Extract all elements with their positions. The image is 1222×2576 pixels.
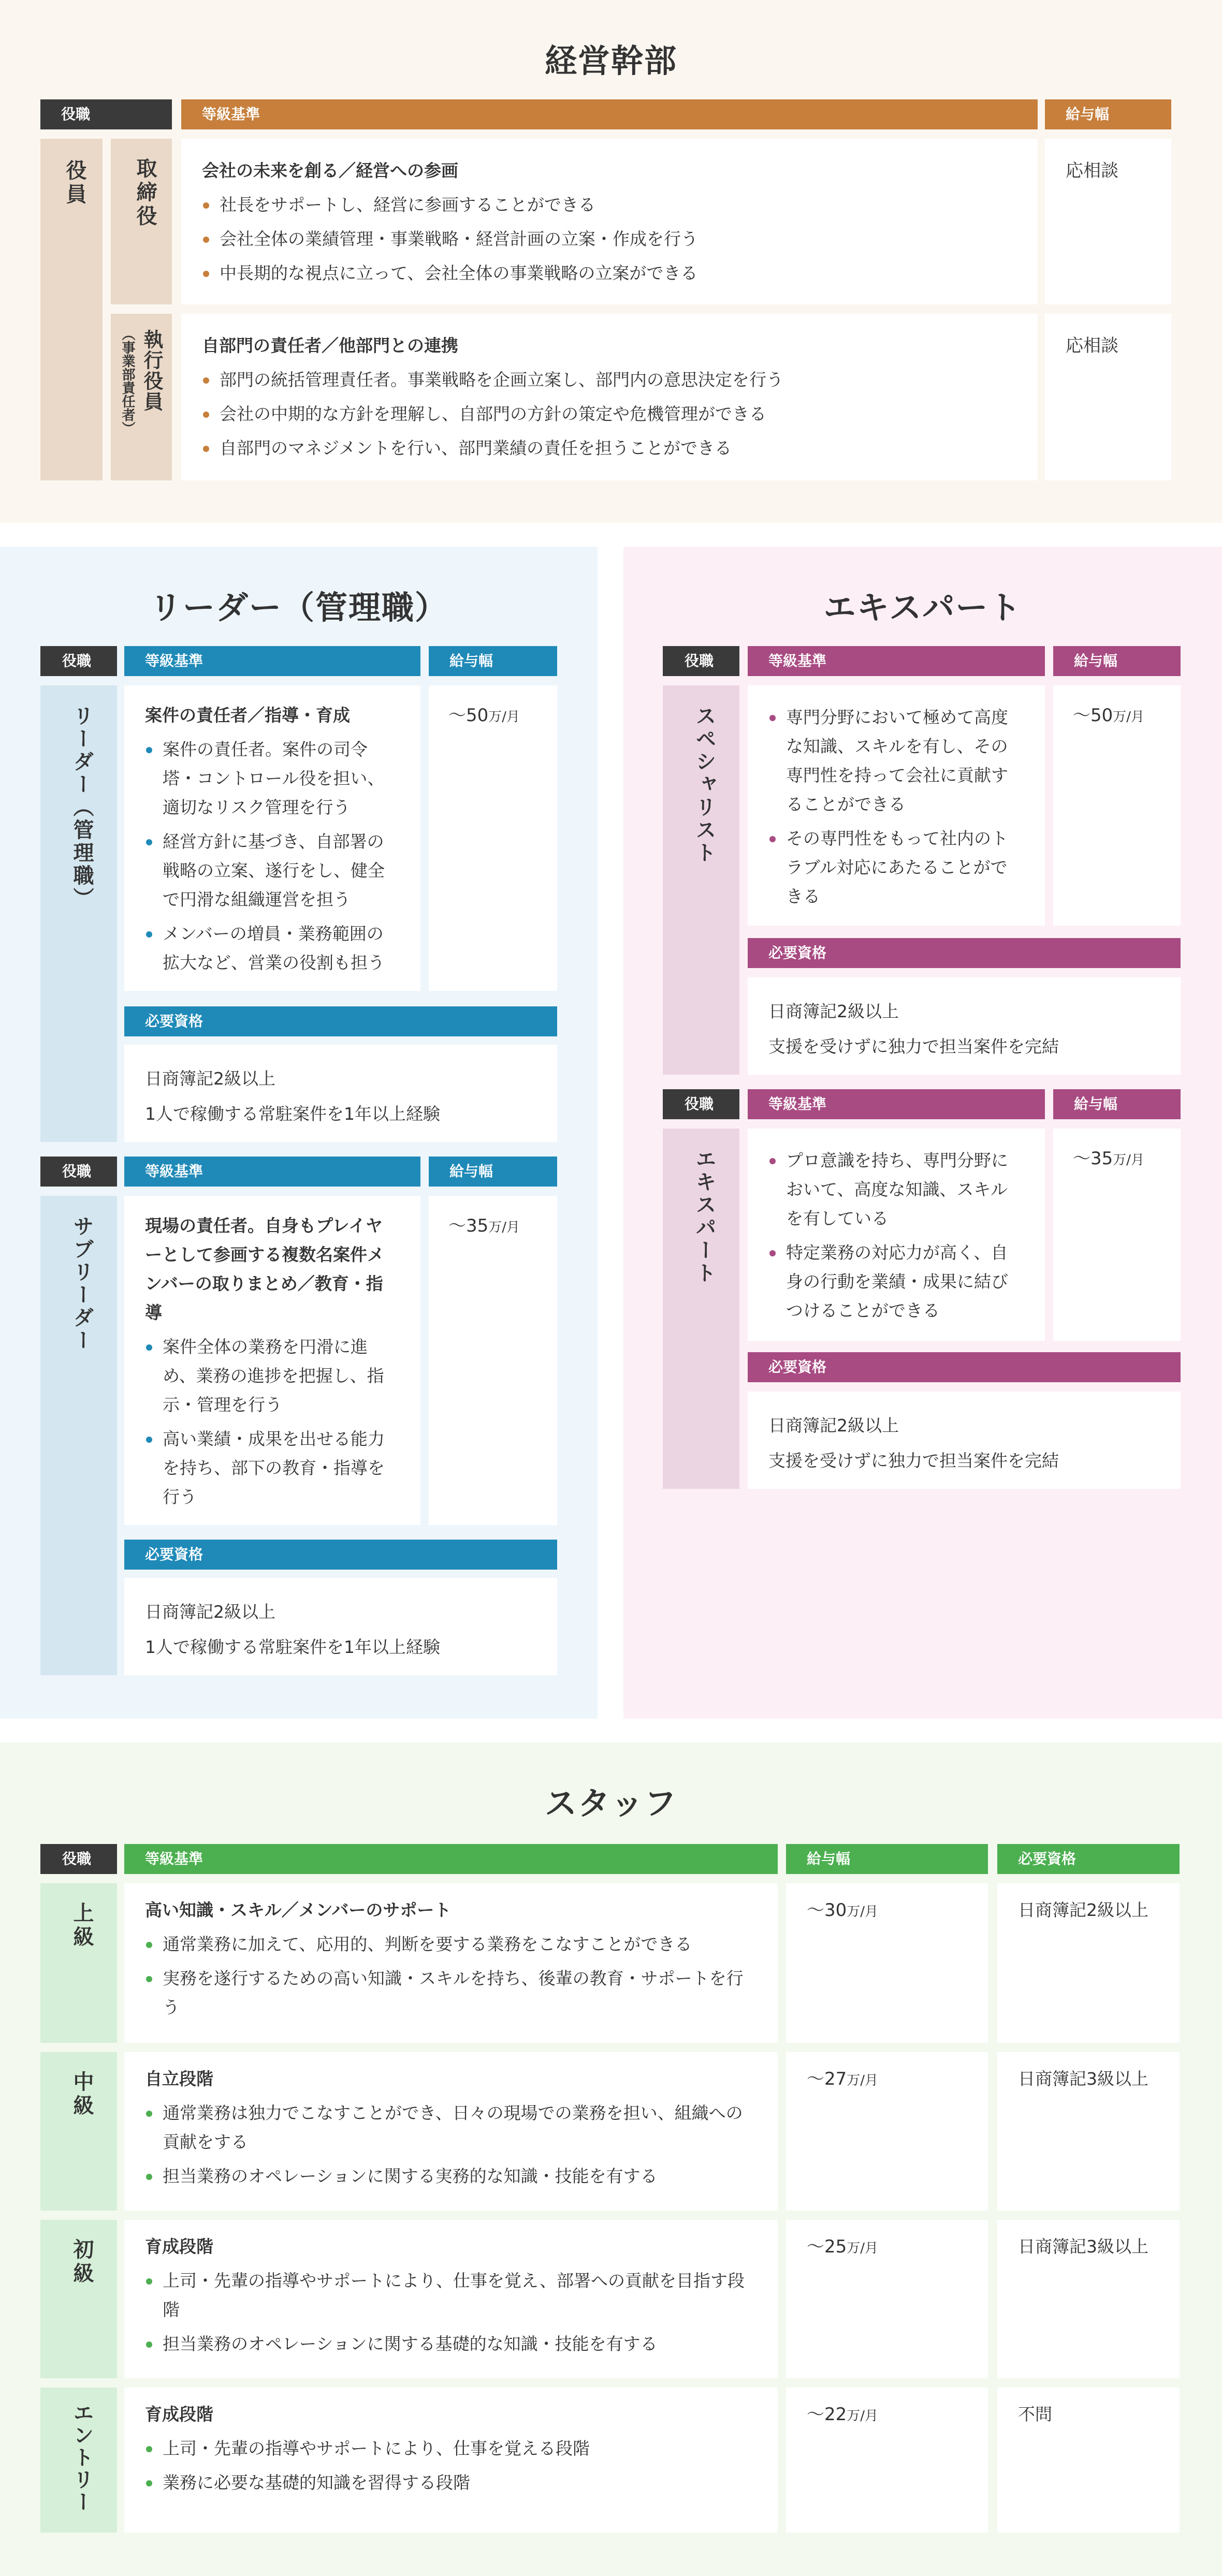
leader-salary-cell bbox=[429, 685, 557, 991]
staff-salary-unit: 万/月 bbox=[847, 2408, 879, 2424]
executive-salary-value: 応相談 bbox=[1066, 160, 1118, 181]
staff-qualification-cell bbox=[997, 2220, 1180, 2378]
executive-row-bullet: 自部門のマネジメントを行い、部門業績の責任を担うことができる bbox=[202, 434, 1017, 463]
staff-bullet: 上司・先輩の指導やサポートにより、仕事を覚え、部署への貢献を目指す段階 bbox=[145, 2266, 757, 2324]
staff-salary-value: 〜22 bbox=[807, 2404, 847, 2425]
staff-role-cell bbox=[40, 2052, 117, 2211]
subleader-header-criteria: 等級基準 bbox=[124, 1157, 420, 1187]
executive-salary-value: 応相談 bbox=[1066, 335, 1118, 356]
specialist-role-label: スペシャリスト bbox=[692, 705, 716, 865]
staff-qualification-cell bbox=[997, 2388, 1180, 2533]
expert-bullet: プロ意識を持ち、専門分野において、高度な知識、スキルを有している bbox=[768, 1146, 1024, 1233]
staff-header-criteria: 等級基準 bbox=[124, 1844, 778, 1874]
staff-bullet: 業務に必要な基礎的知識を習得する段階 bbox=[145, 2468, 757, 2497]
staff-qualification: 日商簿記3級以上 bbox=[1018, 2069, 1148, 2089]
executive-row-heading: 会社の未来を創る／経営への参画 bbox=[202, 160, 458, 181]
staff-heading: 育成段階 bbox=[145, 2236, 213, 2257]
staff-heading: 自立段階 bbox=[145, 2069, 213, 2089]
staff-heading: 高い知識・スキル／メンバーのサポート bbox=[145, 1900, 452, 1920]
executive-row-bullet: 会社全体の業績管理・事業戦略・経営計画の立案・作成を行う bbox=[202, 225, 1017, 254]
specialist-salary-value: 〜50 bbox=[1073, 705, 1113, 726]
executive-header-role: 役職 bbox=[40, 99, 172, 129]
leader-header-criteria: 等級基準 bbox=[124, 646, 420, 676]
expert-title: エキスパート bbox=[823, 589, 1022, 626]
staff-salary-cell bbox=[786, 2220, 988, 2378]
staff-qualification: 日商簿記3級以上 bbox=[1018, 2236, 1148, 2257]
expert-section bbox=[623, 547, 1222, 1719]
specialist-header-qualification: 必要資格 bbox=[748, 938, 1181, 968]
leader-salary-unit: 万/月 bbox=[488, 709, 520, 725]
expert-header-qualification: 必要資格 bbox=[748, 1352, 1181, 1382]
staff-salary-value: 〜25 bbox=[807, 2236, 847, 2257]
staff-heading: 育成段階 bbox=[145, 2404, 213, 2424]
staff-salary-unit: 万/月 bbox=[847, 2073, 879, 2088]
staff-bullet: 上司・先輩の指導やサポートにより、仕事を覚える段階 bbox=[145, 2434, 757, 2463]
staff-bullet: 通常業務は独力でこなすことができ、日々の現場での業務を担い、組織への貢献をする bbox=[145, 2099, 757, 2157]
expert-header-criteria: 等級基準 bbox=[748, 1089, 1045, 1119]
leader-qualification-cell bbox=[124, 1045, 557, 1142]
staff-header-qualification: 必要資格 bbox=[997, 1844, 1180, 1874]
leader-salary-value: 〜50 bbox=[448, 705, 489, 726]
staff-salary-cell bbox=[786, 2052, 988, 2211]
staff-header-salary: 給与幅 bbox=[786, 1844, 988, 1874]
leader-title: リーダー（管理職） bbox=[149, 589, 448, 626]
staff-salary-value: 〜30 bbox=[807, 1900, 847, 1921]
leader-role-cell bbox=[40, 685, 117, 1142]
executive-row-heading: 自部門の責任者／他部門との連携 bbox=[202, 335, 458, 356]
subleader-salary-value: 〜35 bbox=[448, 1216, 489, 1236]
staff-role-label: 上級 bbox=[70, 1902, 94, 1950]
specialist-header-role: 役職 bbox=[663, 646, 739, 676]
specialist-qualification: 支援を受けずに独力で担当案件を完結 bbox=[768, 1036, 1059, 1057]
executive-group-cell bbox=[40, 139, 103, 480]
staff-qualification: 不問 bbox=[1018, 2404, 1052, 2424]
subleader-salary-unit: 万/月 bbox=[488, 1220, 520, 1235]
executive-salary-cell bbox=[1045, 139, 1171, 304]
executive-salary-cell bbox=[1045, 314, 1171, 480]
staff-bullet: 担当業務のオペレーションに関する基礎的な知識・技能を有する bbox=[145, 2330, 757, 2359]
executive-row-bullet: 社長をサポートし、経営に参画することができる bbox=[202, 191, 1017, 219]
subleader-role-label: サブリーダー bbox=[70, 1216, 94, 1352]
staff-section bbox=[0, 1743, 1222, 2576]
expert-qualification: 日商簿記2級以上 bbox=[768, 1415, 899, 1436]
subleader-header-role: 役職 bbox=[40, 1157, 117, 1187]
staff-criteria-cell bbox=[124, 1883, 778, 2043]
subleader-qualification: 1人で稼働する常駐案件を1年以上経験 bbox=[145, 1637, 440, 1657]
staff-role-cell bbox=[40, 2388, 117, 2533]
staff-bullet: 実務を遂行するための高い知識・スキルを持ち、後輩の教育・サポートを行う bbox=[145, 1964, 757, 2022]
subleader-qualification-cell bbox=[124, 1578, 557, 1675]
subleader-role-cell bbox=[40, 1196, 117, 1675]
expert-salary-unit: 万/月 bbox=[1113, 1152, 1145, 1168]
leader-bullet: メンバーの増員・業務範囲の拡大など、営業の役割も担う bbox=[145, 919, 400, 977]
executive-criteria-cell bbox=[181, 314, 1038, 480]
staff-bullet: 担当業務のオペレーションに関する実務的な知識・技能を有する bbox=[145, 2162, 757, 2191]
specialist-qualification-cell bbox=[748, 977, 1181, 1075]
leader-qualification: 日商簿記2級以上 bbox=[145, 1069, 275, 1089]
executive-row-bullet: 中長期的な視点に立って、会社全体の事業戦略の立案ができる bbox=[202, 259, 1017, 288]
expert-header-role: 役職 bbox=[663, 1089, 739, 1119]
staff-role-label: 中級 bbox=[70, 2071, 94, 2118]
subleader-bullet: 高い業績・成果を出せる能力を持ち、部下の教育・指導を行う bbox=[145, 1425, 400, 1512]
specialist-criteria-cell bbox=[748, 685, 1045, 926]
staff-title: スタッフ bbox=[544, 1784, 677, 1822]
staff-salary-value: 〜27 bbox=[807, 2069, 847, 2089]
executive-header-salary: 給与幅 bbox=[1045, 99, 1171, 129]
expert-header-salary: 給与幅 bbox=[1053, 1089, 1181, 1119]
executive-title: 経営幹部 bbox=[544, 42, 677, 80]
executive-section bbox=[0, 0, 1222, 523]
staff-salary-unit: 万/月 bbox=[847, 2241, 879, 2256]
subleader-qualification: 日商簿記2級以上 bbox=[145, 1602, 275, 1622]
expert-criteria-cell bbox=[748, 1129, 1045, 1341]
expert-salary-value: 〜35 bbox=[1073, 1148, 1113, 1169]
leader-role-label: リーダー（管理職） bbox=[70, 705, 94, 910]
leader-section bbox=[0, 547, 598, 1719]
staff-criteria-cell bbox=[124, 2052, 778, 2211]
staff-qualification: 日商簿記2級以上 bbox=[1018, 1900, 1148, 1920]
leader-header-salary: 給与幅 bbox=[429, 646, 557, 676]
leader-heading: 案件の責任者／指導・育成 bbox=[145, 705, 350, 725]
staff-qualification-cell bbox=[997, 1883, 1180, 2043]
specialist-header-criteria: 等級基準 bbox=[748, 646, 1045, 676]
staff-bullet: 通常業務に加えて、応用的、判断を要する業務をこなすことができる bbox=[145, 1930, 757, 1959]
executive-role-cell bbox=[111, 139, 172, 304]
subleader-bullet: 案件全体の業務を円滑に進め、業務の進捗を把握し、指示・管理を行う bbox=[145, 1333, 400, 1419]
expert-qualification-cell bbox=[748, 1392, 1181, 1489]
executive-role-cell bbox=[111, 314, 172, 480]
staff-salary-cell bbox=[786, 2388, 988, 2533]
staff-salary-cell bbox=[786, 1883, 988, 2043]
staff-salary-unit: 万/月 bbox=[847, 1904, 879, 1920]
leader-qualification: 1人で稼働する常駐案件を1年以上経験 bbox=[145, 1104, 440, 1124]
staff-role-cell bbox=[40, 2220, 117, 2378]
leader-criteria-cell bbox=[124, 685, 420, 991]
leader-bullet: 経営方針に基づき、自部署の戦略の立案、遂行をし、健全で円滑な組織運営を担う bbox=[145, 827, 400, 914]
expert-bullet: 特定業務の対応力が高く、自身の行動を業績・成果に結びつけることができる bbox=[768, 1238, 1024, 1325]
executive-group-label: 役員 bbox=[63, 159, 86, 207]
staff-criteria-cell bbox=[124, 2388, 778, 2533]
executive-role-label: 取締役 bbox=[133, 157, 157, 229]
executive-row-bullet: 会社の中期的な方針を理解し、自部門の方針の策定や危機管理ができる bbox=[202, 400, 1017, 429]
leader-header-qualification: 必要資格 bbox=[124, 1006, 557, 1036]
specialist-bullet: その専門性をもって社内のトラブル対応にあたることができる bbox=[768, 824, 1024, 911]
subleader-criteria-cell bbox=[124, 1196, 420, 1525]
staff-role-cell bbox=[40, 1883, 117, 2043]
subleader-heading: 現場の責任者。自身もプレイヤーとして参画する複数名案件メンバーの取りまとめ／教育・指導 bbox=[145, 1216, 384, 1323]
staff-header-role: 役職 bbox=[40, 1844, 117, 1874]
executive-row-bullet: 部門の統括管理責任者。事業戦略を企画立案し、部門内の意思決定を行う bbox=[202, 365, 1017, 394]
executive-criteria-cell bbox=[181, 139, 1038, 304]
subleader-salary-cell bbox=[429, 1196, 557, 1525]
expert-role-label: エキスパート bbox=[692, 1148, 716, 1285]
staff-criteria-cell bbox=[124, 2220, 778, 2378]
staff-qualification-cell bbox=[997, 2052, 1180, 2211]
expert-role-cell bbox=[663, 1129, 739, 1489]
leader-header-role: 役職 bbox=[40, 646, 117, 676]
expert-qualification: 支援を受けずに独力で担当案件を完結 bbox=[768, 1451, 1059, 1471]
subleader-header-qualification: 必要資格 bbox=[124, 1540, 557, 1570]
expert-salary-cell bbox=[1053, 1129, 1181, 1341]
specialist-bullet: 専門分野において極めて高度な知識、スキルを有し、その専門性を持って会社に貢献することができる bbox=[768, 703, 1024, 819]
specialist-header-salary: 給与幅 bbox=[1053, 646, 1181, 676]
leader-bullet: 案件の責任者。案件の司令塔・コントロール役を担い、適切なリスク管理を行う bbox=[145, 735, 400, 822]
subleader-header-salary: 給与幅 bbox=[429, 1157, 557, 1187]
staff-role-label: エントリー bbox=[70, 2402, 94, 2513]
executive-header-criteria: 等級基準 bbox=[181, 99, 1038, 129]
specialist-role-cell bbox=[663, 685, 739, 1075]
staff-role-label: 初級 bbox=[70, 2238, 94, 2286]
specialist-salary-cell bbox=[1053, 685, 1181, 926]
executive-role-note: （事業部責任者） bbox=[120, 327, 135, 435]
executive-role-label: 執行役員 bbox=[140, 329, 163, 412]
specialist-salary-unit: 万/月 bbox=[1113, 709, 1145, 725]
specialist-qualification: 日商簿記2級以上 bbox=[768, 1001, 899, 1021]
